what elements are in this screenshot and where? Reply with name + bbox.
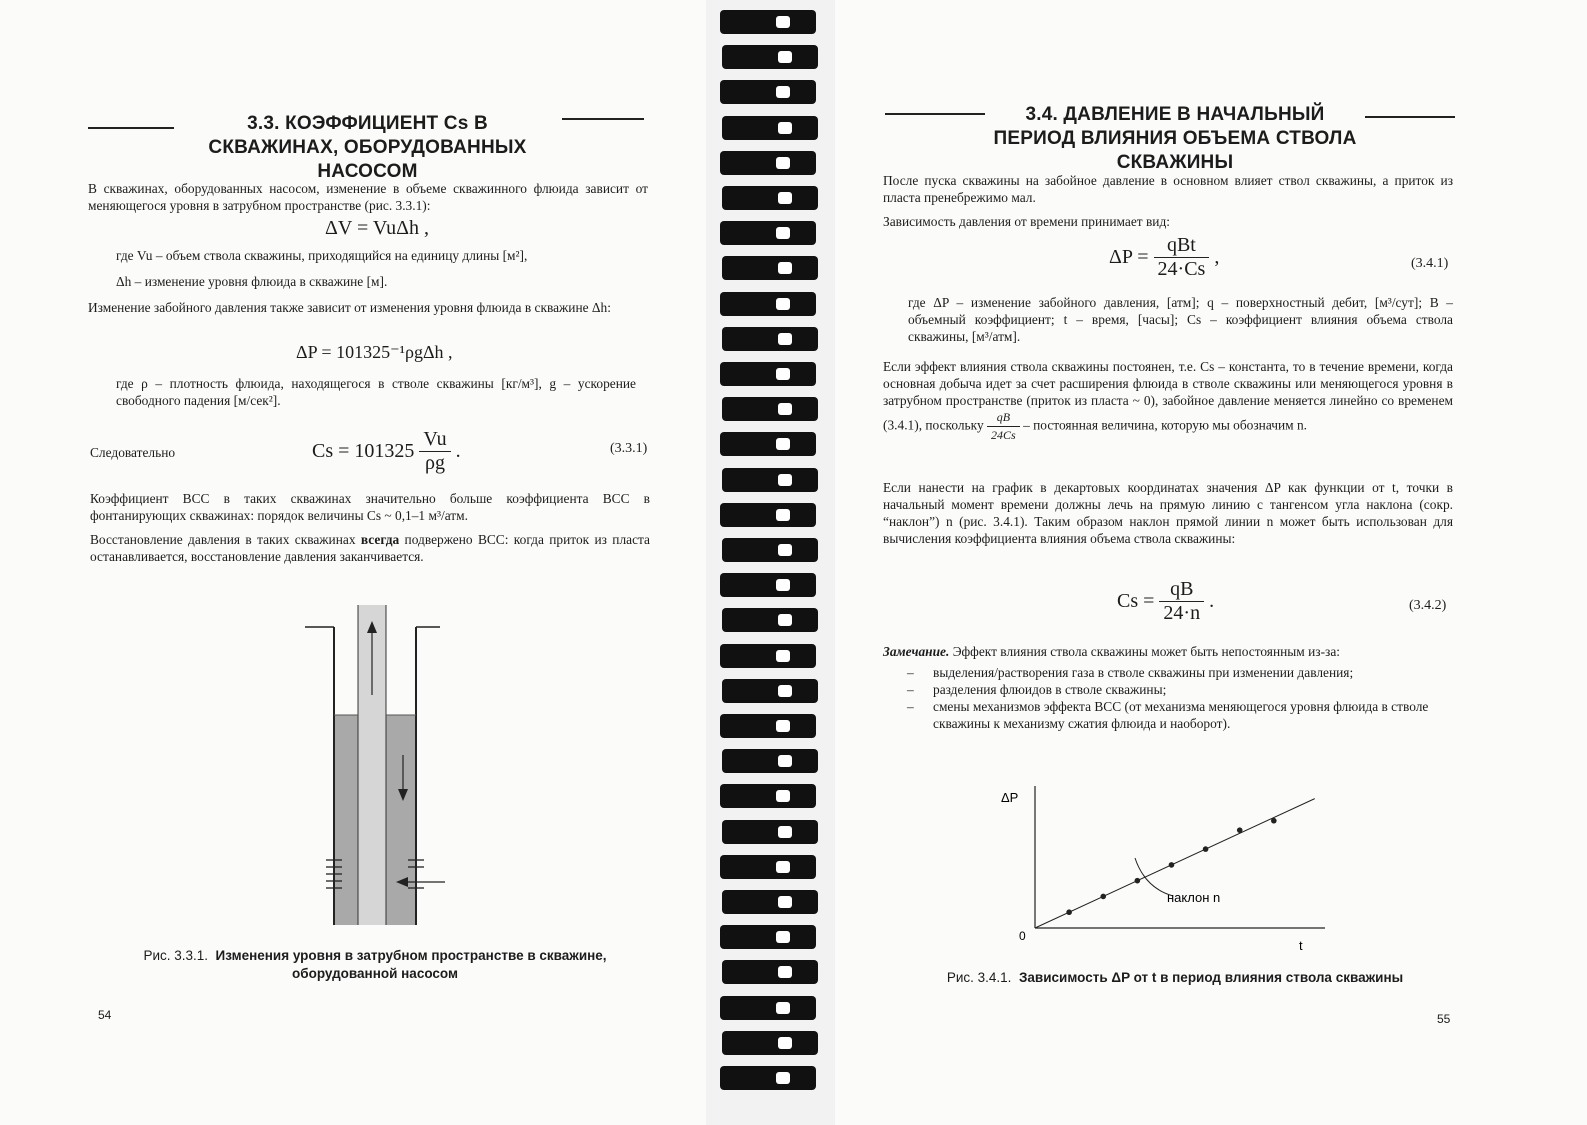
caption-text: Зависимость ΔP от t в период влияния ствола скважины [1018, 970, 1404, 985]
text-span: Если эффект влияния ствола скважины постоянен, т.е. Cs – константа, то в течение времени, когда основная добыча идет за счет расширения флюида в стволе скважины или меняющегося уровня в затрубном пространстве (приток из пласта ~ 0), забойное давление меняется линейно со временем (3.4.1), поскольку [883, 359, 1453, 433]
fraction-denominator: 24Cs [991, 428, 1016, 442]
eq-tail: , [1214, 246, 1220, 268]
binding-coil [722, 397, 818, 421]
binding-coil [722, 820, 818, 844]
note-text: Эффект влияния ствола скважины может быть непостоянным из-за: [949, 644, 1340, 659]
binding-coil [720, 221, 816, 245]
binding-coil [722, 679, 818, 703]
binding-coil [722, 468, 818, 492]
fraction [1159, 578, 1204, 625]
binding-hole [776, 1002, 790, 1014]
binding-hole [778, 403, 792, 415]
caption-text: Изменения уровня в затрубном пространстве в скважине, оборудованной насосом [215, 948, 607, 981]
binding-coil [722, 116, 818, 140]
paragraph: Зависимость давления от времени принимает вид: [883, 214, 1170, 229]
text-span: подвержено ВСС: когда приток из пласта останавливается, восстановление давления заканчивается. [90, 532, 650, 564]
equation: ΔV = VuΔh , [325, 217, 429, 239]
binding-hole [778, 896, 792, 908]
data-point [1237, 827, 1243, 833]
binding-hole [776, 861, 790, 873]
trend-line [1035, 799, 1315, 928]
eq-lhs: ΔP = [1109, 246, 1149, 268]
binding-hole [778, 1037, 792, 1049]
bullet-list [885, 664, 1453, 732]
binding-hole [776, 298, 790, 310]
binding-hole [778, 966, 792, 978]
note-label: Замечание. [883, 644, 950, 659]
fraction-denominator: 24·Cs [1157, 258, 1206, 280]
binding-hole [778, 755, 792, 767]
binding-coil [722, 186, 818, 210]
equation-3-4-1 [1109, 234, 1219, 281]
binding-hole [778, 333, 792, 345]
page-number: 55 [1437, 1012, 1451, 1026]
binding-hole [778, 474, 792, 486]
binding-coil [720, 855, 816, 879]
eq-tail: . [455, 440, 461, 462]
equation: ΔP = 101325⁻¹ρgΔh , [296, 342, 453, 362]
therefore-label: Следовательно [90, 445, 176, 460]
binding-coil [722, 890, 818, 914]
binding-hole [776, 157, 790, 169]
binding-hole [778, 614, 792, 626]
text-span: Восстановление давления в таких скважинах [90, 532, 361, 547]
binding-coil [720, 1066, 816, 1090]
binding-hole [776, 227, 790, 239]
binding-hole [776, 16, 790, 28]
binding-coil [720, 80, 816, 104]
eq-lhs: Cs = [1117, 590, 1155, 612]
paragraph: В скважинах, оборудованных насосом, изменение в объеме скважинного флюида зависит от меняющегося уровня в затрубном пространстве (рис. 3.3.1): [88, 181, 648, 213]
binding-hole [778, 544, 792, 556]
binding-coil [720, 714, 816, 738]
binding-hole [776, 86, 790, 98]
paragraph: Коэффициент ВСС в таких скважинах значительно больше коэффициента ВСС в фонтанирующих скважинах: порядок величины Cs ~ 0,1–1 м³/атм. [90, 491, 650, 523]
bullet-text: смены механизмов эффекта ВСС (от механизма меняющегося уровня флюида в стволе скважины к механизму сжатия флюида и наоборот). [933, 699, 1429, 731]
fraction-numerator: qB [987, 409, 1020, 427]
title-rule-left [88, 127, 174, 129]
emphasis: всегда [360, 532, 400, 547]
binding-hole [776, 1072, 790, 1084]
binding-hole [776, 579, 790, 591]
origin-label: 0 [1019, 929, 1026, 943]
binding-coil [722, 538, 818, 562]
fraction [1154, 234, 1210, 281]
text-span: – постоянная величина, которую мы обозначим n. [1023, 417, 1308, 433]
binding-hole [776, 931, 790, 943]
binding-coil [722, 960, 818, 984]
caption-number: Рис. 3.3.1. [143, 948, 209, 963]
binding-coil [720, 292, 816, 316]
binding-hole [776, 438, 790, 450]
definition: где ρ – плотность флюида, находящегося в стволе скважины [кг/м³], g – ускорение свободного падения [м/сек²]. [116, 376, 636, 408]
data-point [1135, 878, 1141, 884]
binding-hole [776, 368, 790, 380]
data-point [1203, 846, 1209, 852]
well-diagram [300, 605, 450, 935]
spiral-binding [706, 0, 835, 1125]
binding-coil [720, 10, 816, 34]
slope-annotation: наклон n [1167, 890, 1221, 905]
bullet-text: выделения/растворения газа в стволе скважины при изменении давления; [933, 665, 1354, 680]
page-number: 54 [98, 1008, 112, 1022]
binding-coil [720, 503, 816, 527]
fraction [419, 428, 450, 475]
left-page [0, 0, 706, 1125]
binding-hole [776, 790, 790, 802]
fraction-numerator: qBt [1154, 234, 1210, 258]
paragraph: Если нанести на график в декартовых координатах значения ΔP как функции от t, точки в начальный момент времени должны лечь на прямую линию с тангенсом угла наклона (сокр. “наклон”) n (рис. 3.4.1). Таким образом наклон прямой линии n может быть использован для вычисления коэффициента влияния объема ствола скважины: [883, 480, 1453, 546]
binding-coil [720, 925, 816, 949]
binding-coil [720, 784, 816, 808]
title-rule-right [1365, 116, 1455, 118]
bullet-item [885, 681, 1453, 698]
binding-hole [778, 685, 792, 697]
binding-hole [778, 122, 792, 134]
right-page [835, 0, 1587, 1125]
y-axis-label: ΔP [1001, 790, 1019, 805]
section-title: 3.4. ДАВЛЕНИЕ В НАЧАЛЬНЫЙ ПЕРИОД ВЛИЯНИЯ ОБЪЕМА СТВОЛА СКВАЖИНЫ [993, 104, 1357, 173]
binding-coil [722, 327, 818, 351]
bullet-text: разделения флюидов в стволе скважины; [933, 682, 1167, 697]
data-point [1271, 818, 1277, 824]
binding-hole [778, 192, 792, 204]
caption-number: Рис. 3.4.1. [946, 970, 1012, 985]
binding-coil [720, 573, 816, 597]
eq-lhs: Cs = 101325 [312, 440, 415, 462]
binding-hole [778, 51, 792, 63]
binding-coil [722, 1031, 818, 1055]
data-point [1100, 894, 1106, 900]
definition: где ΔP – изменение забойного давления, [атм]; q – поверхностный дебит, [м³/сут]; B – объемный коэффициент; t – время, [часы]; Cs – коэффициент влияния объема ствола скважины, [м³/атм]. [908, 295, 1453, 344]
definition: Δh – изменение уровня флюида в скважине [м]. [116, 274, 388, 289]
binding-hole [778, 826, 792, 838]
dash-marker: – [907, 682, 914, 697]
section-title: 3.3. КОЭФФИЦИЕНТ Cs В СКВАЖИНАХ, ОБОРУДОВАННЫХ НАСОСОМ [208, 113, 527, 182]
fraction-denominator: 24·n [1163, 602, 1201, 624]
note [883, 643, 1453, 660]
bullet-item [885, 698, 1453, 732]
fraction-numerator: Vu [419, 428, 450, 452]
equation-number: (3.4.2) [1409, 598, 1447, 613]
equation-3-3-1 [312, 428, 461, 475]
figure-caption [915, 969, 1435, 987]
paragraph [883, 358, 1453, 444]
binding-coil [722, 608, 818, 632]
title-rule-right [562, 118, 644, 120]
paragraph: После пуска скважины на забойное давление в основном влияет ствол скважины, а приток из пласта пренебрежимо мал. [883, 173, 1453, 205]
binding-coil [722, 45, 818, 69]
title-rule-left [885, 113, 985, 115]
binding-coil [720, 432, 816, 456]
equation-number: (3.4.1) [1411, 256, 1449, 271]
x-axis-label: t [1299, 938, 1303, 953]
data-point [1169, 862, 1175, 868]
slope-chart [995, 778, 1335, 958]
figure-caption [140, 947, 610, 983]
binding-hole [776, 650, 790, 662]
eq-tail: . [1209, 590, 1215, 612]
paragraph [90, 531, 650, 565]
binding-hole [776, 720, 790, 732]
binding-coil [722, 749, 818, 773]
paragraph: Изменение забойного давления также зависит от изменения уровня флюида в скважине Δh: [88, 300, 611, 315]
definition: где Vu – объем ствола скважины, приходящийся на единицу длины [м²], [116, 248, 528, 263]
binding-coil [720, 151, 816, 175]
equation-number: (3.3.1) [610, 441, 648, 456]
binding-hole [776, 509, 790, 521]
inline-fraction [987, 409, 1020, 444]
bullet-item [885, 664, 1453, 681]
binding-coil [722, 256, 818, 280]
equation-3-4-2 [1117, 578, 1214, 625]
binding-hole [778, 262, 792, 274]
dash-marker: – [907, 665, 914, 680]
dash-marker: – [907, 699, 914, 714]
data-point [1066, 909, 1072, 915]
binding-coil [720, 644, 816, 668]
fraction-numerator: qB [1159, 578, 1204, 602]
binding-coil [720, 362, 816, 386]
binding-coil [720, 996, 816, 1020]
fraction-denominator: ρg [425, 452, 446, 474]
